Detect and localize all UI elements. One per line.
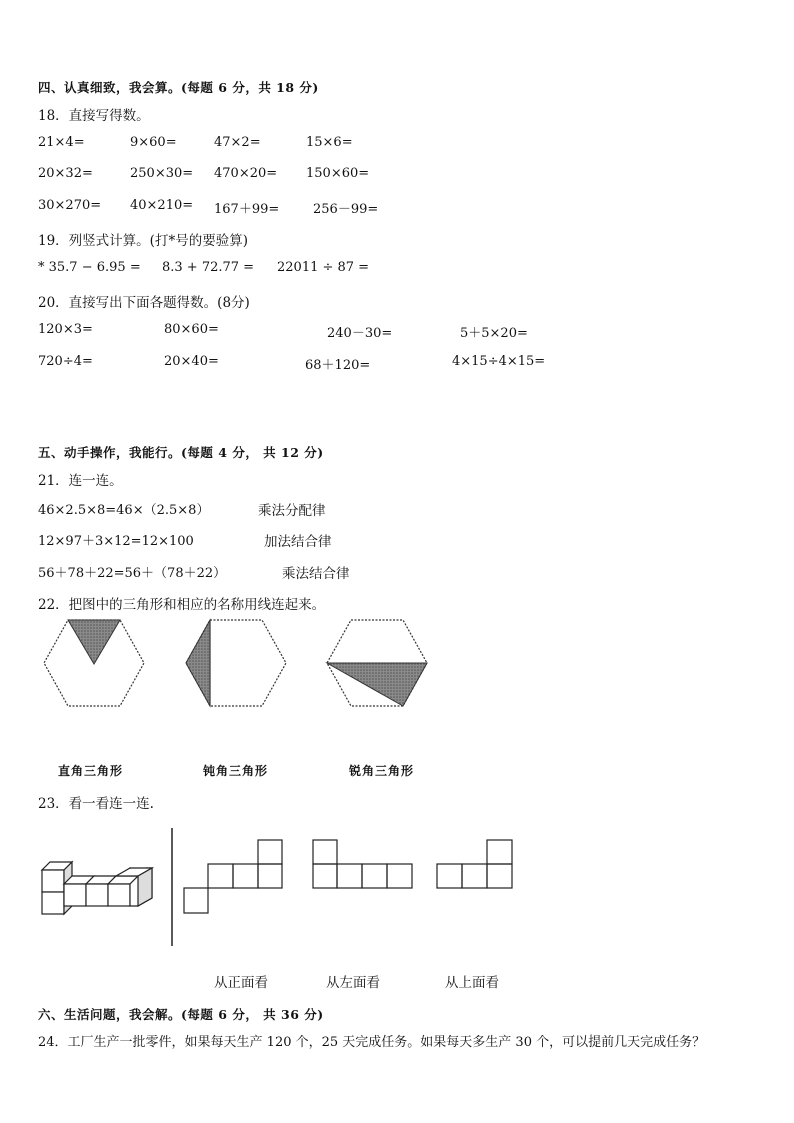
q18-item: 470×20= (214, 166, 278, 181)
q22-title: 22．把图中的三角形和相应的名称用线连起来。 (38, 597, 326, 613)
q18-item: 21×4= (38, 135, 85, 150)
view-label-front: 从正面看 (214, 975, 268, 991)
q21-expression: 56＋78＋22=56＋（78＋22） (38, 566, 227, 581)
q18-item: 40×210= (130, 198, 194, 213)
q21-expression: 12×97＋3×12=12×100 (38, 534, 194, 549)
section4-title: 四、认真细致，我会算。(每题 6 分，共 18 分) (38, 80, 319, 95)
view-figure-3 (437, 840, 512, 888)
q20-item: 20×40= (164, 354, 219, 369)
q18-item: 9×60= (130, 135, 177, 150)
q18-item: 30×270= (38, 198, 102, 213)
triangle-label-obtuse: 钝角三角形 (203, 764, 269, 778)
q18-item: 15×6= (306, 135, 353, 150)
q21-law: 乘法结合律 (282, 566, 350, 582)
q18-title: 18．直接写得数。 (38, 108, 150, 124)
q20-item: 120×3= (38, 322, 93, 337)
q21-law: 乘法分配律 (258, 503, 326, 519)
q18-item: 250×30= (130, 166, 194, 181)
q21-expression: 46×2.5×8=46×（2.5×8） (38, 503, 210, 518)
cube-solid (42, 862, 152, 914)
q20-title: 20．直接写出下面各题得数。(8分) (38, 295, 250, 311)
triangle-label-right: 直角三角形 (58, 764, 124, 778)
view-label-left: 从左面看 (326, 975, 380, 991)
triangle-label-acute: 锐角三角形 (349, 764, 415, 778)
section6-title: 六、生活问题，我会解。(每题 6 分， 共 36 分) (38, 1007, 324, 1022)
q21-law: 加法结合律 (264, 534, 332, 550)
q19-item: 22011 ÷ 87 = (277, 260, 370, 275)
q23-title: 23．看一看连一连. (38, 796, 154, 812)
q18-item: 47×2= (214, 135, 261, 150)
q20-item: 240－30= (327, 326, 393, 341)
q19-item: * 35.7 − 6.95 = (38, 260, 141, 275)
q18-item: 256－99= (313, 202, 379, 217)
q21-title: 21．连一连。 (38, 473, 123, 489)
q20-item: 720÷4= (38, 354, 93, 369)
view-figure-2 (313, 840, 412, 888)
q20-item: 68＋120= (305, 358, 371, 373)
q19-item: 8.3 + 72.77 = (162, 260, 255, 275)
q18-item: 20×32= (38, 166, 93, 181)
q20-item: 80×60= (164, 322, 219, 337)
q18-item: 150×60= (306, 166, 370, 181)
q24-text: 24．工厂生产一批零件，如果每天生产 120 个，25 天完成任务。如果每天多生产 30 个，可以提前几天完成任务？ (38, 1035, 706, 1050)
q19-title: 19．列竖式计算。(打*号的要验算) (38, 233, 248, 249)
q20-item: 5＋5×20= (460, 326, 528, 341)
section5-title: 五、动手操作，我能行。(每题 4 分， 共 12 分) (38, 445, 324, 460)
view-label-top: 从上面看 (445, 975, 499, 991)
q18-item: 167＋99= (214, 202, 280, 217)
q20-item: 4×15÷4×15= (452, 354, 546, 369)
view-figure-1 (184, 840, 282, 913)
